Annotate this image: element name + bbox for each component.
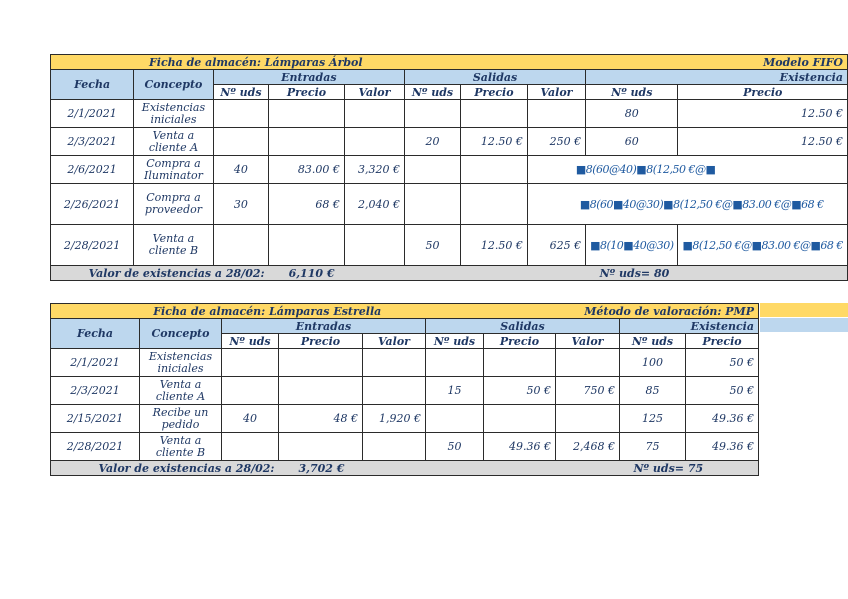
col-e-valor: Valor bbox=[363, 334, 426, 349]
cell-x-precio: 49.36 € bbox=[686, 405, 759, 433]
table-row bbox=[51, 128, 848, 156]
col-e-uds: Nº uds bbox=[222, 334, 279, 349]
cell-concepto: Venta a cliente A bbox=[134, 128, 214, 156]
cell-s-precio bbox=[484, 349, 556, 377]
cell-fecha: 2/26/2021 bbox=[51, 184, 134, 225]
footer-label: Valor de existencias a 28/02: bbox=[51, 461, 279, 476]
cell-x-uds: 80 bbox=[586, 100, 678, 128]
cell-s-precio: 49.36 € bbox=[484, 433, 556, 461]
cell-x-precio: 49.36 € bbox=[686, 433, 759, 461]
cell-concepto: Compra a proveedor bbox=[134, 184, 214, 225]
cell-s-uds: 20 bbox=[404, 128, 460, 156]
cell-fecha: 2/6/2021 bbox=[51, 156, 134, 184]
col-fecha: Fecha bbox=[51, 70, 134, 100]
cell-e-precio: 83.00 € bbox=[269, 156, 345, 184]
cell-x-uds: 75 bbox=[620, 433, 686, 461]
stock-card-table bbox=[50, 54, 848, 281]
cell-x-uds-formula: ■8(10■40@30) bbox=[586, 225, 678, 266]
table-row bbox=[51, 184, 848, 225]
cell-fecha: 2/1/2021 bbox=[51, 100, 134, 128]
group-salidas: Salidas bbox=[404, 70, 585, 85]
table-row bbox=[51, 225, 848, 266]
cell-concepto: Existencias iniciales bbox=[134, 100, 214, 128]
group-entradas: Entradas bbox=[213, 70, 404, 85]
cell-fecha: 2/15/2021 bbox=[51, 405, 140, 433]
cell-x-precio: 12.50 € bbox=[678, 128, 848, 156]
cell-s-uds bbox=[426, 349, 484, 377]
cell-s-uds: 50 bbox=[426, 433, 484, 461]
cell-e-uds: 30 bbox=[213, 184, 268, 225]
cell-fecha: 2/28/2021 bbox=[51, 225, 134, 266]
cell-e-valor bbox=[344, 225, 404, 266]
valuation-model: Modelo FIFO bbox=[461, 55, 848, 70]
cell-s-valor bbox=[556, 405, 620, 433]
sheet-title: Ficha de almacén: Lámparas Árbol bbox=[51, 55, 461, 70]
col-e-precio: Precio bbox=[269, 85, 345, 100]
cell-s-valor: 625 € bbox=[527, 225, 585, 266]
stock-card-fifo bbox=[50, 54, 848, 281]
col-s-precio: Precio bbox=[484, 334, 556, 349]
cell-e-uds bbox=[222, 433, 279, 461]
col-e-uds: Nº uds bbox=[213, 85, 268, 100]
cell-e-valor: 2,040 € bbox=[344, 184, 404, 225]
col-concepto: Concepto bbox=[140, 319, 222, 349]
col-concepto: Concepto bbox=[134, 70, 214, 100]
col-s-valor: Valor bbox=[556, 334, 620, 349]
table-row bbox=[51, 100, 848, 128]
footer-uds: Nº uds= 80 bbox=[586, 266, 848, 281]
cell-s-valor bbox=[527, 100, 585, 128]
cell-s-precio: 50 € bbox=[484, 377, 556, 405]
cell-fecha: 2/1/2021 bbox=[51, 349, 140, 377]
valuation-model: Método de valoración: PMP bbox=[484, 304, 759, 319]
cell-s-uds bbox=[404, 184, 460, 225]
header-overflow-band-2 bbox=[760, 318, 848, 332]
col-x-uds: Nº uds bbox=[620, 334, 686, 349]
group-existencia: Existencia bbox=[620, 319, 759, 334]
cell-fecha: 2/28/2021 bbox=[51, 433, 140, 461]
table-row bbox=[51, 377, 759, 405]
cell-s-precio bbox=[461, 156, 528, 184]
sheet-title: Ficha de almacén: Lámparas Estrella bbox=[51, 304, 484, 319]
cell-s-precio bbox=[484, 405, 556, 433]
cell-e-uds bbox=[213, 100, 268, 128]
group-existencia: Existencia bbox=[586, 70, 848, 85]
cell-e-precio bbox=[279, 433, 363, 461]
cell-concepto: Venta a cliente A bbox=[140, 377, 222, 405]
cell-s-precio: 12.50 € bbox=[461, 128, 528, 156]
cell-e-uds bbox=[222, 377, 279, 405]
cell-e-precio: 68 € bbox=[269, 184, 345, 225]
col-fecha: Fecha bbox=[51, 319, 140, 349]
cell-s-uds: 50 bbox=[404, 225, 460, 266]
col-x-precio: Precio bbox=[686, 334, 759, 349]
col-e-precio: Precio bbox=[279, 334, 363, 349]
col-e-valor: Valor bbox=[344, 85, 404, 100]
table-row bbox=[51, 349, 759, 377]
cell-s-precio bbox=[461, 184, 528, 225]
cell-x-precio: 12.50 € bbox=[678, 100, 848, 128]
footer-value: 3,702 € bbox=[279, 461, 620, 476]
cell-e-precio bbox=[269, 225, 345, 266]
cell-formula-overflow: ■8(60@40)■8(12,50 €@■ bbox=[527, 156, 847, 184]
table-row bbox=[51, 156, 848, 184]
cell-e-valor: 1,920 € bbox=[363, 405, 426, 433]
cell-concepto: Venta a cliente B bbox=[134, 225, 214, 266]
group-salidas: Salidas bbox=[426, 319, 620, 334]
cell-fecha: 2/3/2021 bbox=[51, 377, 140, 405]
cell-concepto: Existencias iniciales bbox=[140, 349, 222, 377]
cell-e-valor bbox=[363, 377, 426, 405]
cell-e-precio bbox=[269, 100, 345, 128]
cell-e-uds bbox=[213, 225, 268, 266]
cell-x-precio-formula: ■8(12,50 €@■83.00 €@■68 € bbox=[678, 225, 848, 266]
cell-e-precio bbox=[269, 128, 345, 156]
cell-s-valor: 2,468 € bbox=[556, 433, 620, 461]
cell-s-uds bbox=[404, 156, 460, 184]
cell-e-valor: 3,320 € bbox=[344, 156, 404, 184]
cell-e-valor bbox=[344, 128, 404, 156]
cell-e-uds bbox=[213, 128, 268, 156]
cell-concepto: Venta a cliente B bbox=[140, 433, 222, 461]
cell-e-precio bbox=[279, 349, 363, 377]
col-s-uds: Nº uds bbox=[404, 85, 460, 100]
footer-value: 6,110 € bbox=[269, 266, 586, 281]
table-row bbox=[51, 433, 759, 461]
cell-s-uds: 15 bbox=[426, 377, 484, 405]
col-s-uds: Nº uds bbox=[426, 334, 484, 349]
cell-e-uds bbox=[222, 349, 279, 377]
cell-s-uds bbox=[404, 100, 460, 128]
cell-s-precio: 12.50 € bbox=[461, 225, 528, 266]
cell-x-uds: 60 bbox=[586, 128, 678, 156]
cell-e-precio bbox=[279, 377, 363, 405]
cell-concepto: Recibe un pedido bbox=[140, 405, 222, 433]
cell-e-uds: 40 bbox=[222, 405, 279, 433]
col-x-uds: Nº uds bbox=[586, 85, 678, 100]
footer-label: Valor de existencias a 28/02: bbox=[51, 266, 269, 281]
cell-x-precio: 50 € bbox=[686, 349, 759, 377]
cell-s-valor bbox=[556, 349, 620, 377]
footer-uds: Nº uds= 75 bbox=[620, 461, 759, 476]
cell-s-precio bbox=[461, 100, 528, 128]
cell-formula-overflow: ■8(60■40@30)■8(12,50 €@■83.00 €@■68 € bbox=[527, 184, 847, 225]
col-s-precio: Precio bbox=[461, 85, 528, 100]
col-s-valor: Valor bbox=[527, 85, 585, 100]
cell-x-uds: 85 bbox=[620, 377, 686, 405]
cell-fecha: 2/3/2021 bbox=[51, 128, 134, 156]
table-row bbox=[51, 405, 759, 433]
cell-e-precio: 48 € bbox=[279, 405, 363, 433]
stock-card-table-2 bbox=[50, 303, 759, 476]
stock-card-pmp bbox=[50, 303, 759, 476]
cell-s-valor: 250 € bbox=[527, 128, 585, 156]
cell-e-valor bbox=[363, 349, 426, 377]
cell-x-precio: 50 € bbox=[686, 377, 759, 405]
cell-x-uds: 100 bbox=[620, 349, 686, 377]
cell-x-uds: 125 bbox=[620, 405, 686, 433]
cell-e-valor bbox=[363, 433, 426, 461]
cell-e-uds: 40 bbox=[213, 156, 268, 184]
title-overflow-band-2 bbox=[760, 303, 848, 317]
group-entradas: Entradas bbox=[222, 319, 426, 334]
col-x-precio: Precio bbox=[678, 85, 848, 100]
cell-s-uds bbox=[426, 405, 484, 433]
cell-concepto: Compra a Iluminator bbox=[134, 156, 214, 184]
cell-s-valor: 750 € bbox=[556, 377, 620, 405]
cell-e-valor bbox=[344, 100, 404, 128]
